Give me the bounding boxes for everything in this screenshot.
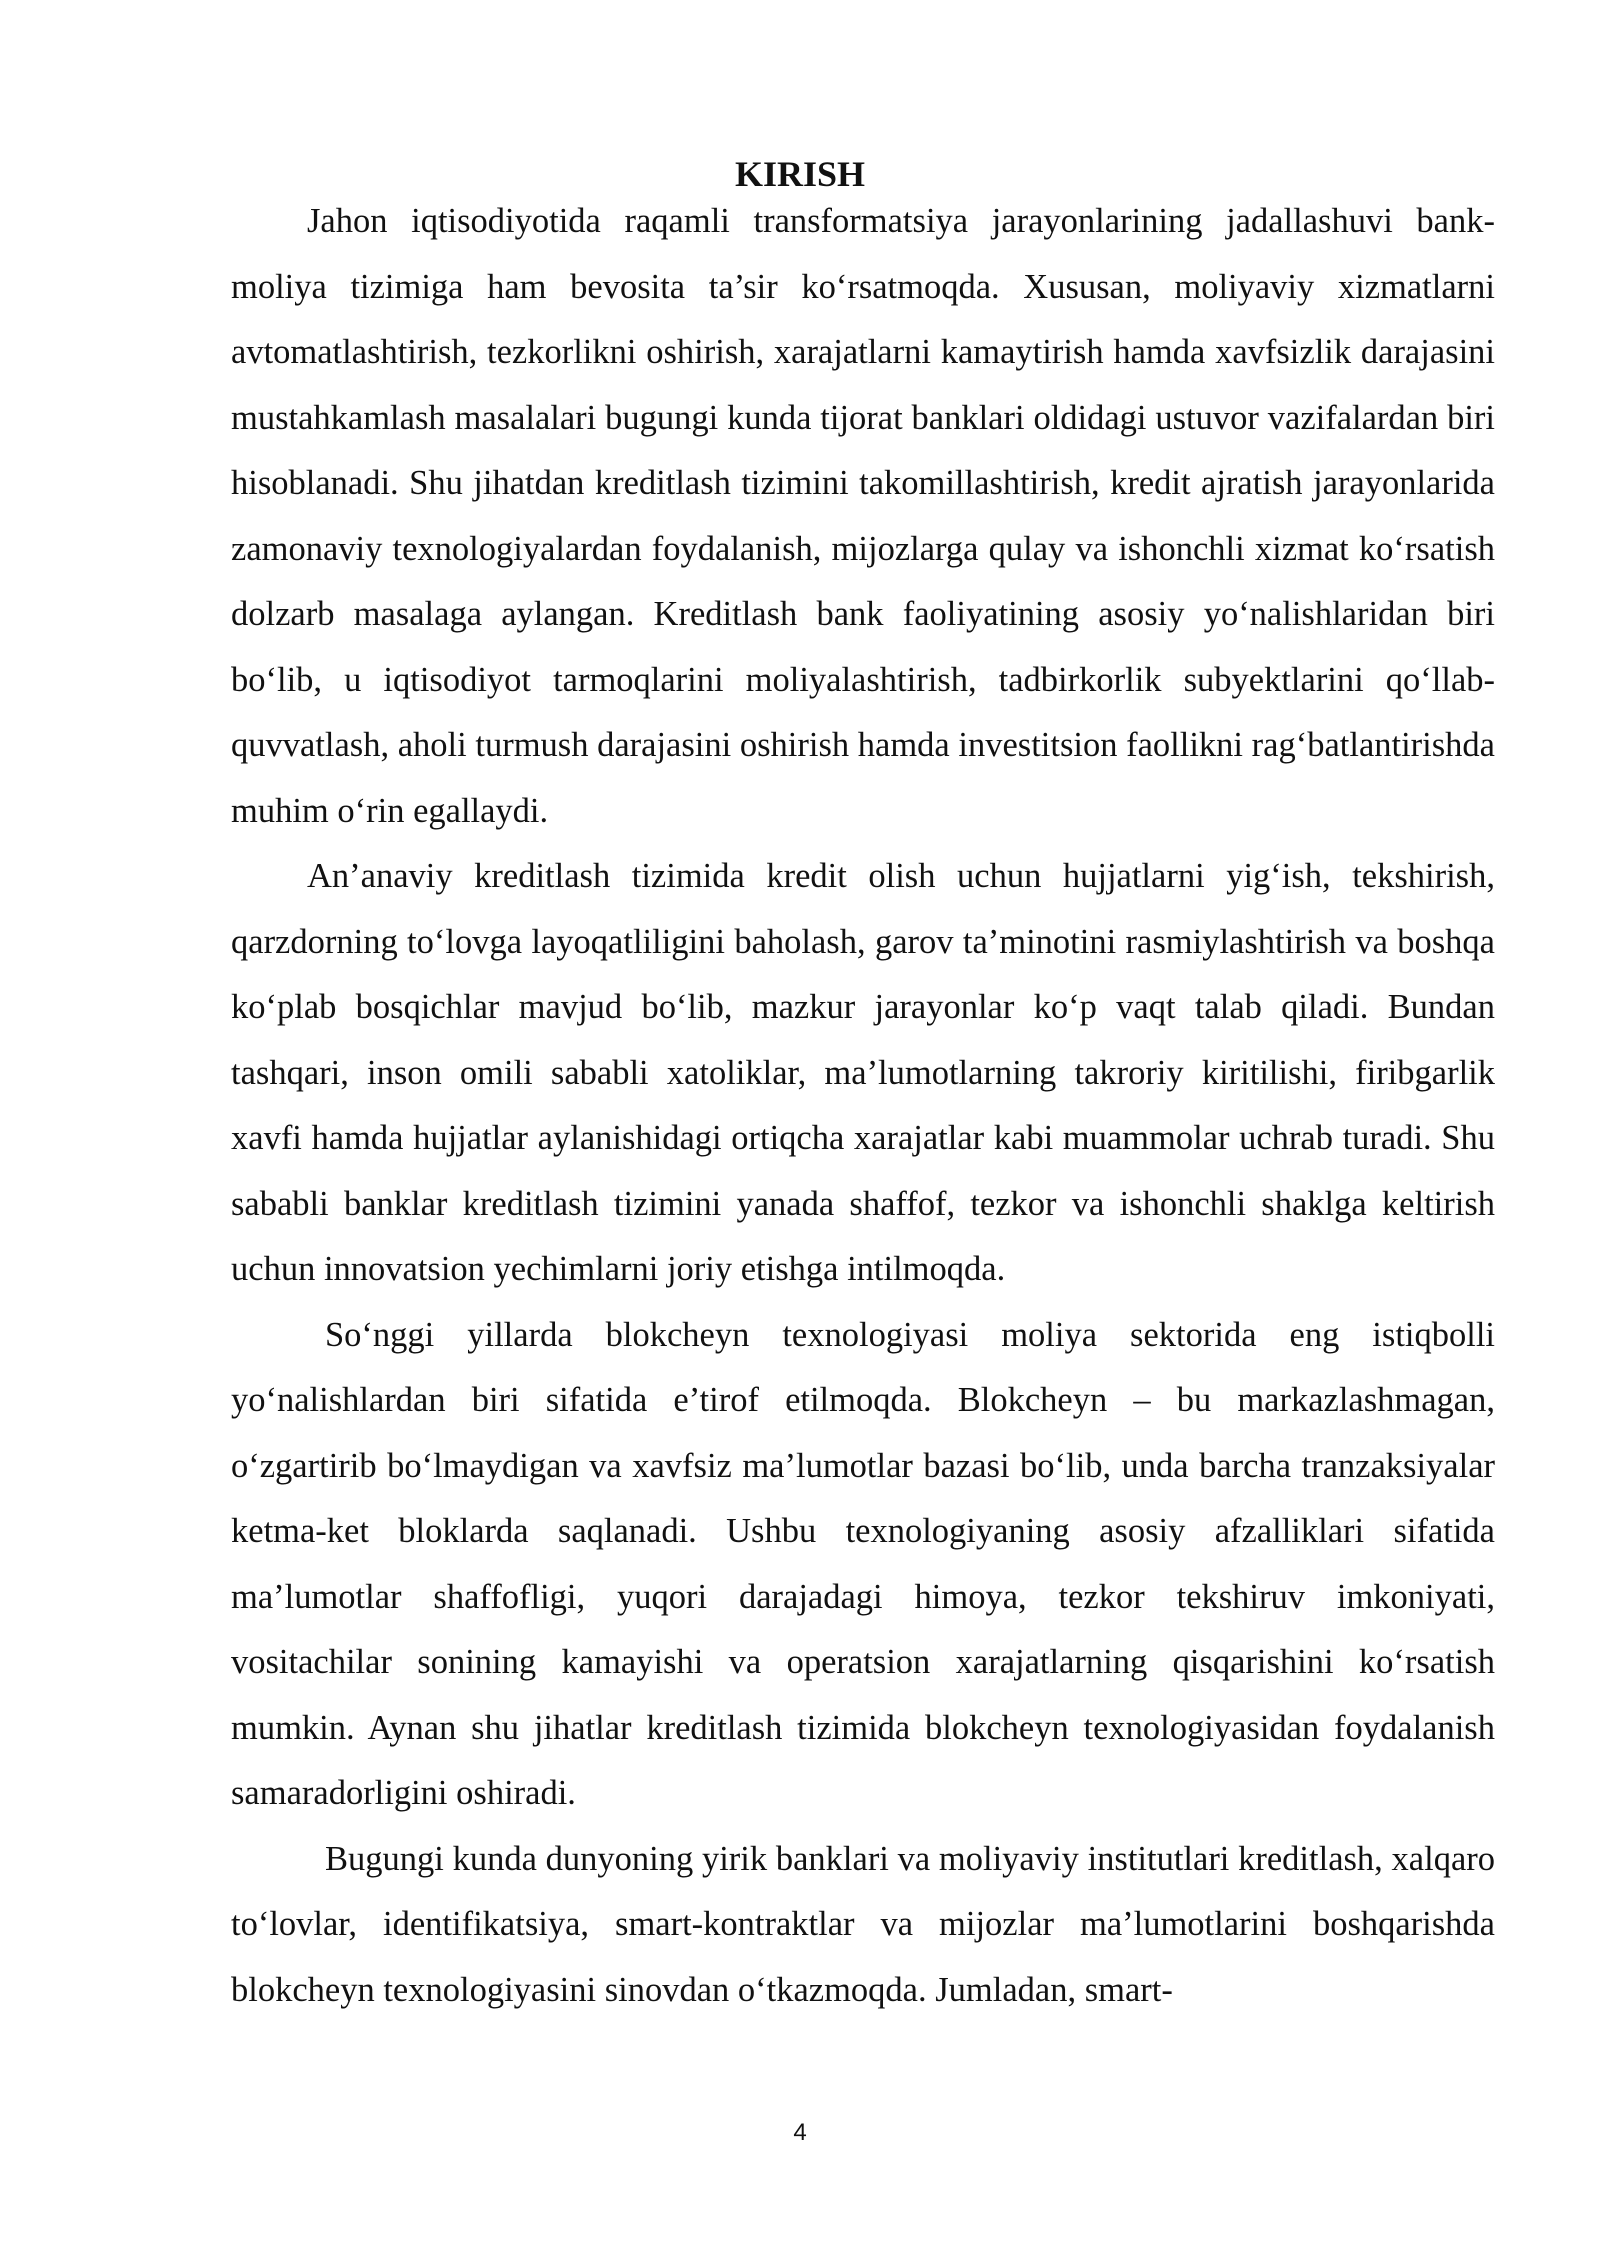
paragraph-1: Jahon iqtisodiyotida raqamli transformatsiya jarayonlarining jadallashuvi bank-moliya tizimiga ham bevosita ta’sir ko‘rsatmoqda. Xususan, moliyaviy xizmatlarni avtomatlashtirish, tezkorlikni oshirish, xarajatlarni kamaytirish hamda xavfsizlik darajasini mustahkamlash masalalari bugungi kunda tijorat banklari oldidagi ustuvor vazifalardan biri hisoblanadi. Shu jihatdan kreditlash tizimini takomillashtirish, kredit ajratish jarayonlarida zamonaviy texnologiyalardan foydalanish, mijozlarga qulay va ishonchli xizmat ko‘rsatish dolzarb masalaga aylangan. Kreditlash bank faoliyatining asosiy yo‘nalishlaridan biri bo‘lib, u iqtisodiyot tarmoqlarini moliyalashtirish, tadbirkorlik subyektlarini qo‘llab-quvvatlash, aholi turmush darajasini oshirish hamda investitsion faollikni rag‘batlantirishda muhim o‘rin egallaydi. <box>231 202 1495 830</box>
page-number: 4 <box>793 2119 807 2146</box>
section-heading: KIRISH <box>734 154 866 194</box>
paragraph-4: Bugungi kunda dunyoning yirik banklari va moliyaviy institutlari kreditlash, xalqaro to‘lovlar, identifikatsiya, smart-kontraktlar va mijozlar ma’lumotlarini boshqarishda blokcheyn texnologiyasini sinovdan o‘tkazmoqda. Jumladan, smart- <box>231 1839 1495 2009</box>
paragraph-3: So‘nggi yillarda blokcheyn texnologiyasi moliya sektorida eng istiqbolli yo‘nalishlardan biri sifatida e’tirof etilmoqda. Blokcheyn – bu markazlashmagan, o‘zgartirib bo‘lmaydigan va xavfsiz ma’lumotlar bazasi bo‘lib, unda barcha tranzaksiyalar ketma-ket bloklarda saqlanadi. Ushbu texnologiyaning asosiy afzalliklari sifatida ma’lumotlar shaffofligi, yuqori darajadagi himoya, tezkor tekshiruv imkoniyati, vositachilar sonining kamayishi va operatsion xarajatlarning qisqarishini ko‘rsatish mumkin. Aynan shu jihatlar kreditlash tizimida blokcheyn texnologiyasidan foydalanish samaradorligini oshiradi. <box>231 1315 1495 1812</box>
body-text <box>231 189 1495 2023</box>
paragraph-2: An’anaviy kreditlash tizimida kredit olish uchun hujjatlarni yig‘ish, tekshirish, qarzdorning to‘lovga layoqatliligini baholash, garov ta’minotini rasmiylashtirish va boshqa ko‘plab bosqichlar mavjud bo‘lib, mazkur jarayonlar ko‘p vaqt talab qiladi. Bundan tashqari, inson omili sababli xatoliklar, ma’lumotlarning takroriy kiritilishi, firibgarlik xavfi hamda hujjatlar aylanishidagi ortiqcha xarajatlar kabi muammolar uchrab turadi. Shu sababli banklar kreditlash tizimini yanada shaffof, tezkor va ishonchli shaklga keltirish uchun innovatsion yechimlarni joriy etishga intilmoqda. <box>231 857 1495 1288</box>
